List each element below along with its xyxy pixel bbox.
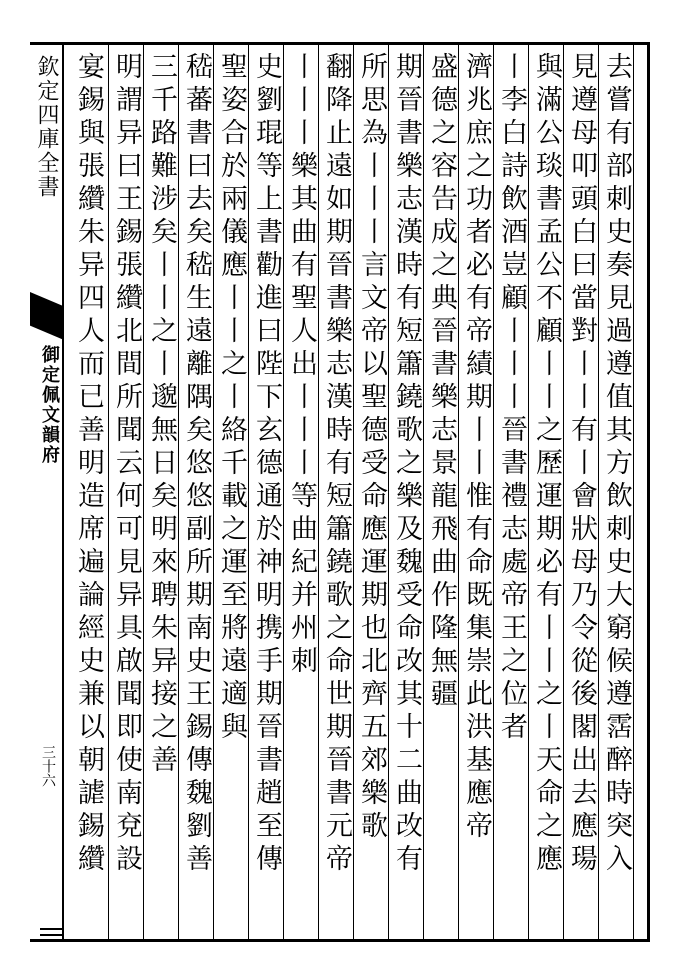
column-rule (213, 42, 214, 942)
book-title: 御定佩文韻府 (39, 345, 60, 465)
text-column: 期晉書樂志漢時有短簫鐃歌之樂及魏受命改其十二曲改有 (391, 52, 422, 877)
column-rule (563, 42, 564, 942)
text-column: 所思為丨丨丨言文帝以聖德受命應運期也北齊五郊樂歌 (356, 52, 387, 844)
text-column: 明謂异曰王錫張纘北間所聞云何可見异具啟聞即使南兗設 (111, 52, 142, 877)
column-rule (598, 42, 599, 942)
text-column: 去嘗有部刺史奏見過遵值其方飲刺史大窮候遵霑醉時突入 (601, 52, 632, 877)
text-column: 三千路難涉矣丨丨之丨邈無日矣明來聘朱异接之善 (146, 52, 177, 778)
column-rule (318, 42, 319, 942)
text-column: 宴錫與張纘朱异四人而已善明造席遍論經史兼以朝謔錫纘 (73, 52, 104, 877)
text-column: 聖姿合於兩儀應丨丨之丨絡千載之運至將遠適與 (216, 52, 247, 745)
text-column: 與滿公琰書孟公不顧丨丨之歷運期必有丨丨之丨天命之應 (531, 52, 562, 877)
text-column: 翻降止遠如期晉書樂志漢時有短簫鐃歌之命世期晉書元帝 (321, 52, 352, 877)
column-rule (528, 42, 529, 942)
column-rule (283, 42, 284, 942)
column-rule (178, 42, 179, 942)
column-rule (248, 42, 249, 942)
column-rule (353, 42, 354, 942)
column-rule (458, 42, 459, 942)
text-column: 濟兆庶之功者必有帝績期丨丨惟有命既集崇此洪基應帝 (461, 52, 492, 844)
page-number-mark (40, 925, 62, 939)
text-column: 丨丨丨樂其曲有聖人出丨丨丨等曲紀并州刺 (286, 52, 317, 679)
text-column: 史劉琨等上書勸進曰陛下玄德通於神明携手期晉書趙至傳 (251, 52, 282, 877)
column-rule (108, 42, 109, 942)
column-rule (143, 42, 144, 942)
page-number: 三十六 (40, 745, 56, 787)
text-column: 嵇蕃書曰去矣嵇生遠離隅矣悠悠副所期南史王錫傳魏劉善 (181, 52, 212, 877)
text-column: 丨李白詩飲酒豈顧丨丨丨晉書禮志處帝王之位者 (496, 52, 527, 745)
text-column: 盛德之容告成之典晉書樂志景龍飛曲作隆無疆 (426, 52, 457, 712)
column-rule (423, 42, 424, 942)
edition-title: 欽定四庫全書 (34, 55, 59, 199)
column-rule (633, 42, 634, 942)
column-rule (388, 42, 389, 942)
text-column: 見遵母叩頭白曰當對丨丨有丨會狀母乃令從後閣出去應瑒 (566, 52, 597, 877)
column-rule (493, 42, 494, 942)
